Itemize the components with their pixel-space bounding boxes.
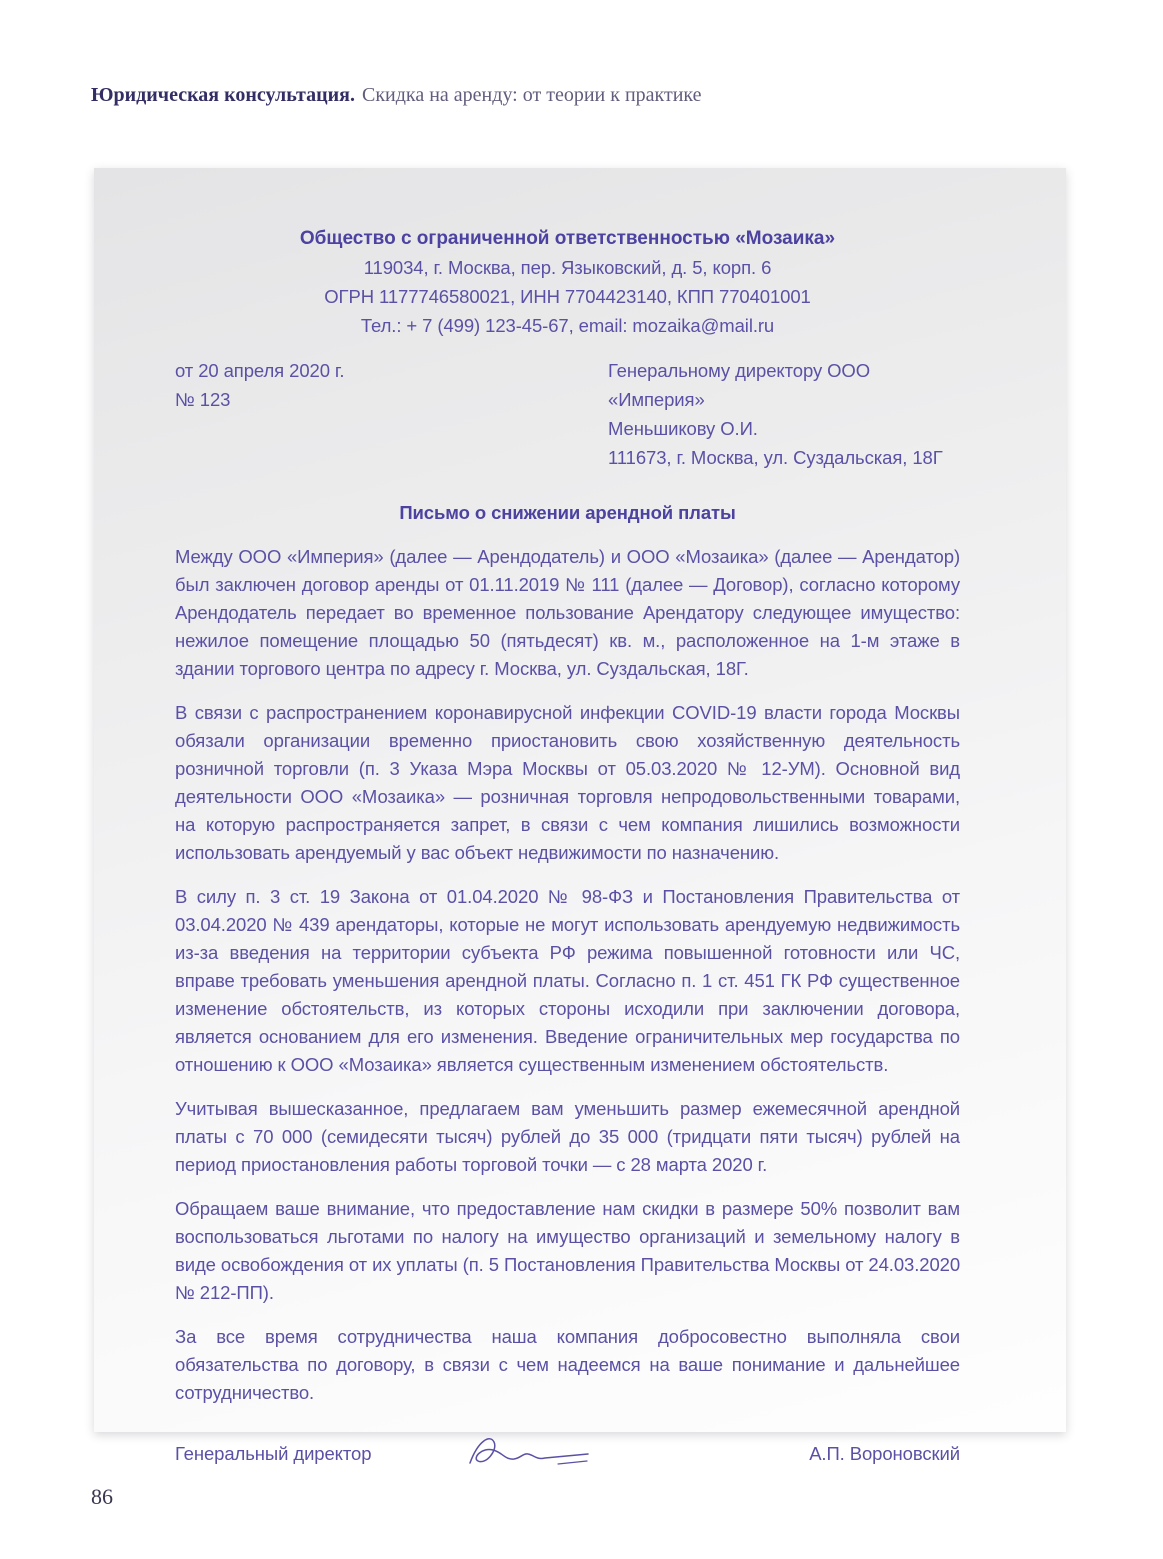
letter-paragraph: В связи с распространением коронавирусной инфекции COVID-19 власти города Москвы обязали организации временно приостановить свою хозяйственную деятельность розничной торговли (п. 3 Указа Мэра Москвы от 05.03.2020 № 12-УМ). Основной вид деятельности ООО «Мозаика» — розничная торговля непродовольственными товарами, на которую распространяется запрет, в связи с чем компания лишились возможности использовать арендуемый у вас объект недвижимости по назначению.: [175, 702, 960, 863]
letter-paragraph: Учитывая вышесказанное, предлагаем вам уменьшить размер ежемесячной арендной платы с 70 000 (семидесяти тысяч) рублей до 35 000 (тридцати пяти тысяч) рублей на период приостановления работы торговой точки — с 28 марта 2020 г.: [175, 1098, 960, 1175]
recipient-line: Меньшикову О.И.: [608, 418, 758, 439]
letter-org-header: [175, 224, 960, 340]
org-registration: ОГРН 1177746580021, ИНН 7704423140, КПП 770401001: [324, 286, 811, 307]
signature-row: [175, 1431, 960, 1477]
org-address: 119034, г. Москва, пер. Языковский, д. 5, корп. 6: [363, 257, 772, 278]
letter-number: № 123: [175, 389, 231, 410]
letter-meta: [175, 356, 960, 472]
signatory-name: А.П. Вороновский: [809, 1443, 960, 1464]
letter-meta-left: [175, 356, 344, 472]
letter-paragraph: Между ООО «Империя» (далее — Арендодатель) и ООО «Мозаика» (далее — Арендатор) был заключен договор аренды от 01.11.2019 № 111 (далее — Договор), согласно которому Арендодатель передает во временное пользование Арендатору следующее имущество: нежилое помещение площадью 50 (пятьдесят) кв. м., расположенное на 1-м этаже в здании торгового центра по адресу г. Москва, ул. Суздальская, 18Г.: [175, 546, 960, 679]
org-contacts: Тел.: + 7 (499) 123-45-67, email: mozaika@mail.ru: [360, 315, 775, 336]
article-header: [91, 84, 702, 107]
letter-title: Письмо о снижении арендной платы: [399, 502, 736, 523]
letter-recipient-block: [608, 356, 960, 472]
letter-paragraph: В силу п. 3 ст. 19 Закона от 01.04.2020 № 98-ФЗ и Постановления Правительства от 03.04.2020 № 439 арендаторы, которые не могут использовать арендуемую недвижимость из-за введения на территории субъекта РФ режима повышенной готовности или ЧС, вправе требовать уменьшения арендной платы. Согласно п. 1 ст. 451 ГК РФ существенное изменение обстоятельств, из которых стороны исходили при заключении договора, является основанием для его изменения. Введение ограничительных мер государства по отношению к ООО «Мозаика» является существенным изменением обстоятельств.: [175, 886, 960, 1075]
org-name: Общество с ограниченной ответственностью «Мозаика»: [299, 228, 836, 249]
recipient-line: 111673, г. Москва, ул. Суздальская, 18Г: [608, 447, 943, 468]
rubric-title: Юридическая консультация.: [91, 84, 355, 106]
article-subtitle: Скидка на аренду: от теории к практике: [362, 84, 702, 106]
signatory-position: Генеральный директор: [175, 1443, 372, 1464]
recipient-line: Генеральному директору ООО «Империя»: [608, 360, 871, 410]
page-number: 86: [91, 1484, 113, 1509]
signature-autograph-icon: [460, 1431, 600, 1477]
letter-paragraph: Обращаем ваше внимание, что предоставление нам скидки в размере 50% позволит вам воспользоваться льготами по налогу на имущество организаций и земельному налогу в виде освобождения от их уплаты (п. 5 Постановления Правительства Москвы от 24.03.2020 № 212-ПП).: [175, 1198, 961, 1303]
letter-document: [94, 168, 1066, 1464]
letter-paragraph: За все время сотрудничества наша компания добросовестно выполняла свои обязательства по договору, в связи с чем надеемся на ваше понимание и дальнейшее сотрудничество.: [175, 1326, 960, 1403]
letter-date: от 20 апреля 2020 г.: [175, 360, 345, 381]
